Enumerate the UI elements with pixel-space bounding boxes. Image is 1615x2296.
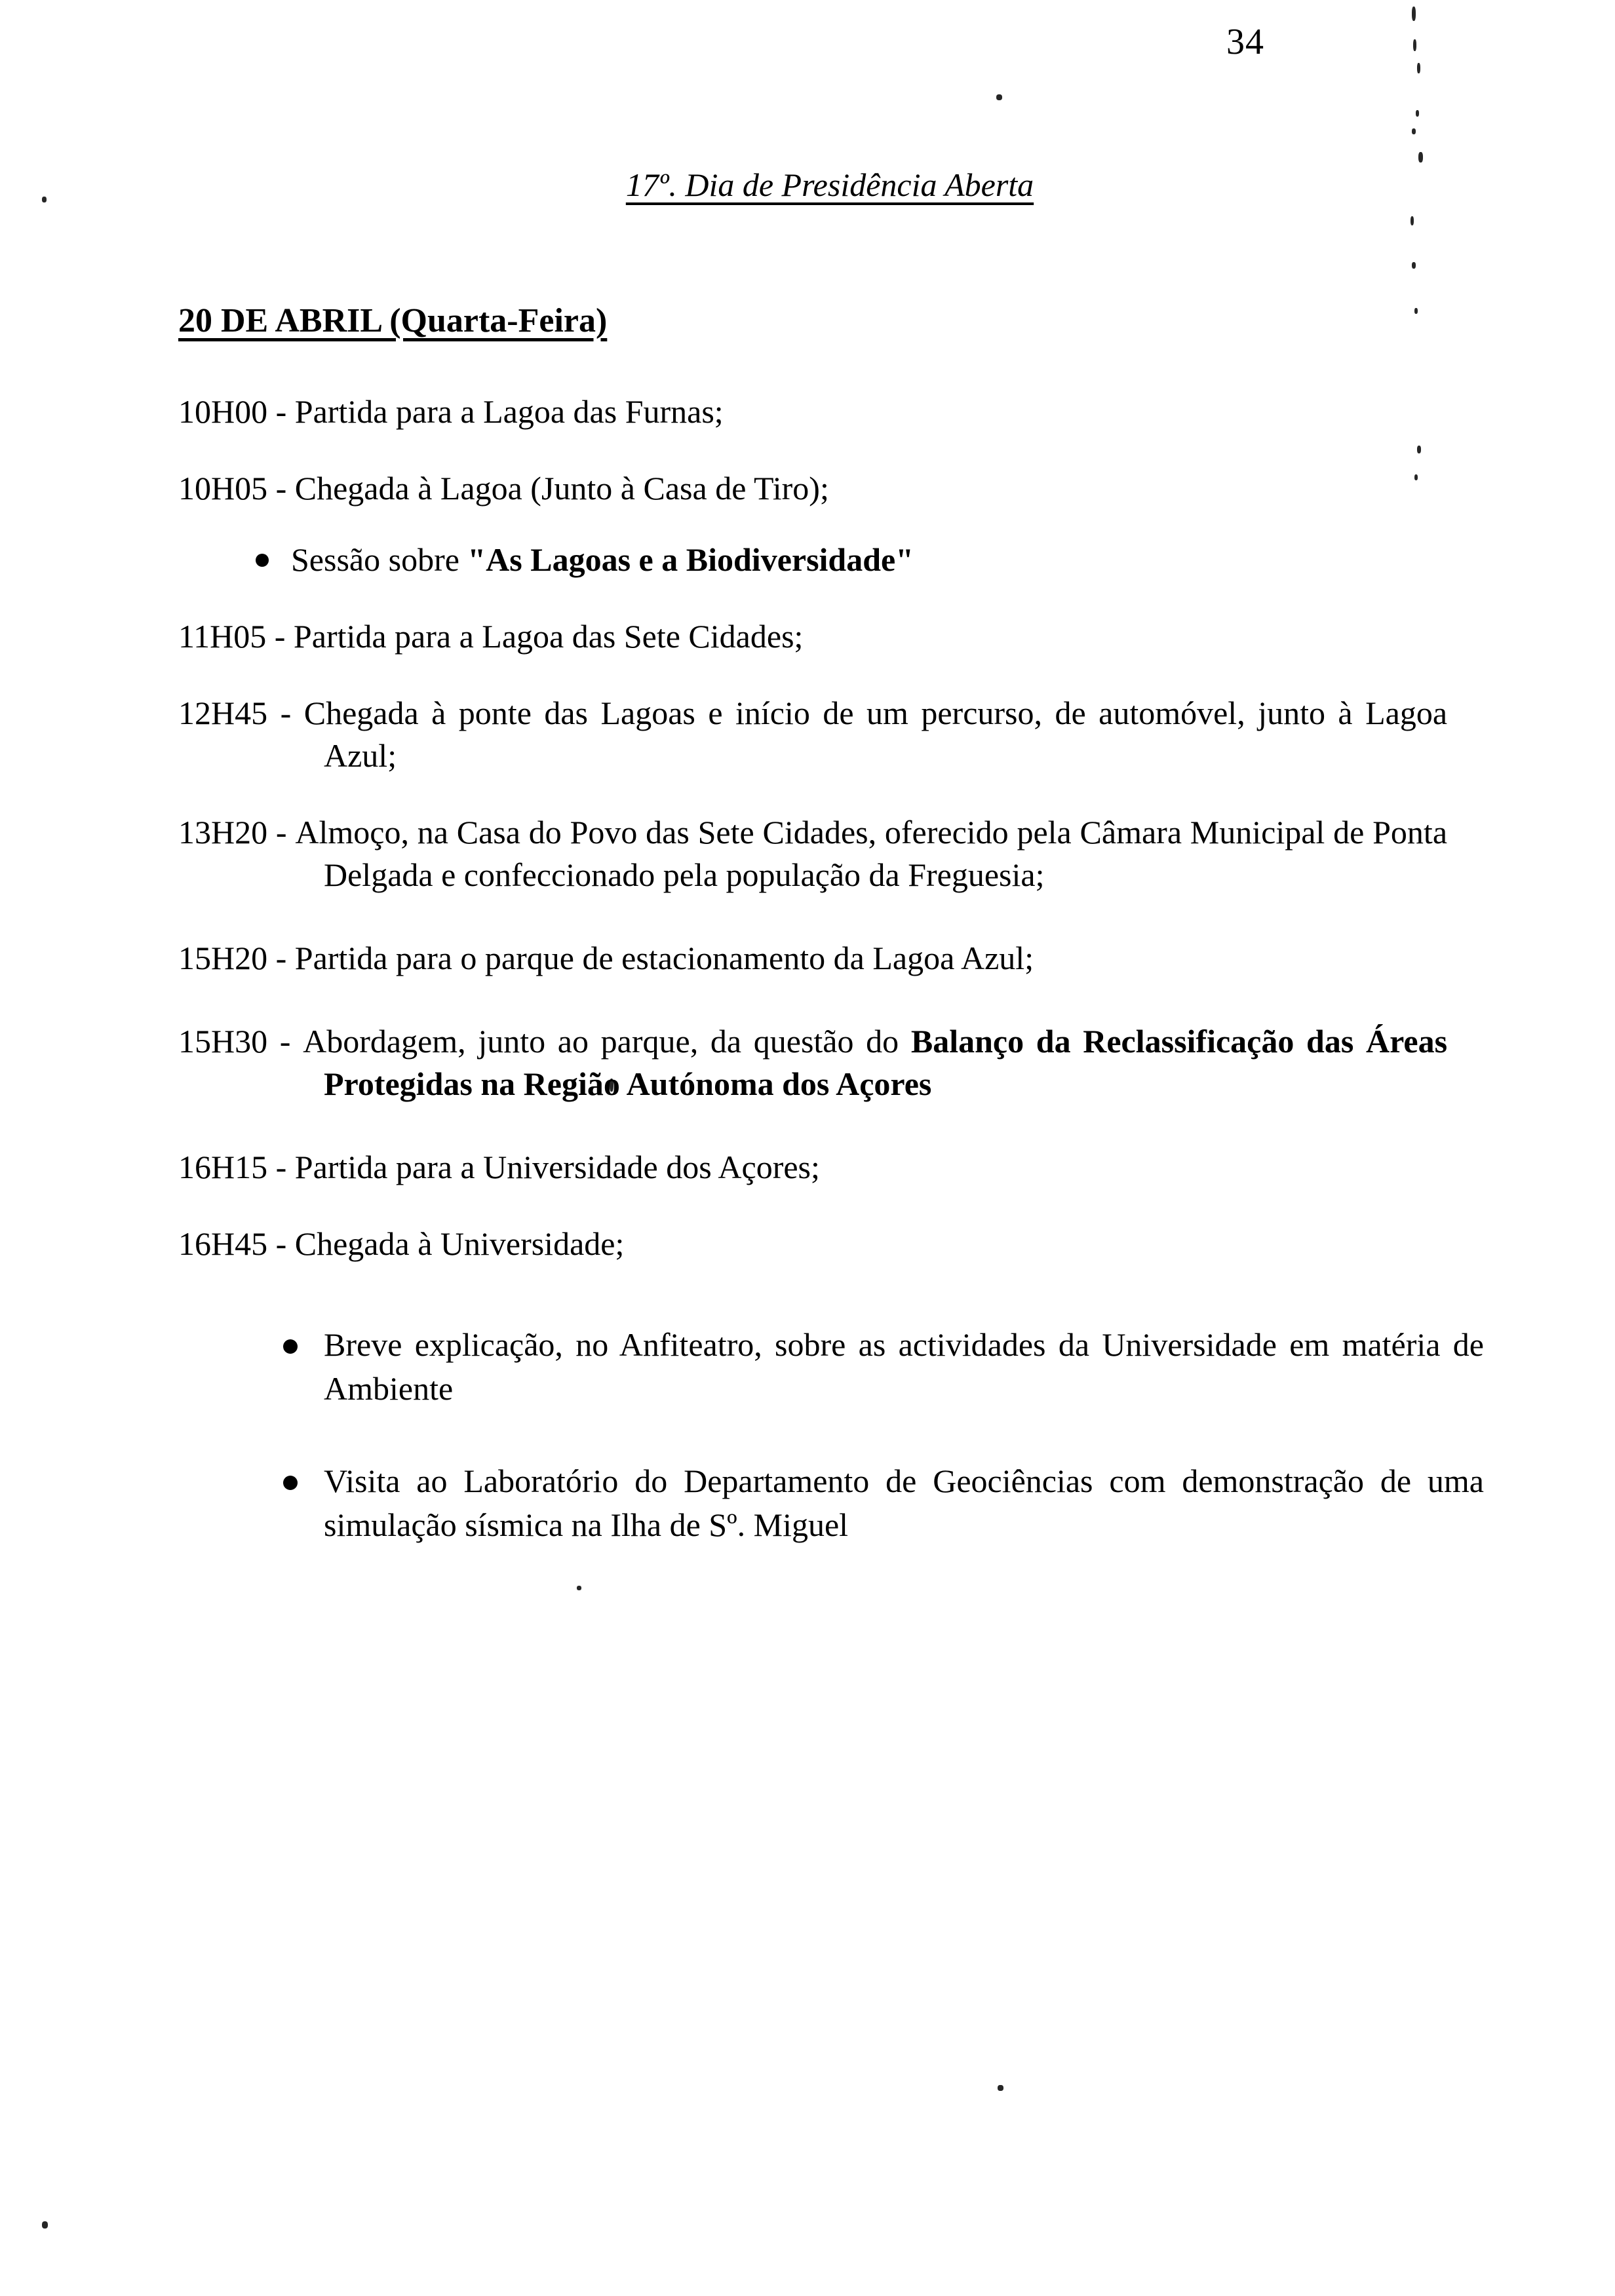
schedule-entry (173, 692, 1447, 777)
schedule-entry (173, 937, 1447, 980)
scan-speck (42, 2221, 48, 2229)
schedule-entry (173, 615, 1447, 658)
schedule-entry (173, 1020, 1447, 1105)
entry-lead-text: Abordagem, junto ao parque, da questão do (303, 1022, 911, 1060)
list-item (173, 1323, 1484, 1411)
entry-dash: - (275, 1148, 287, 1185)
schedule-entry (173, 391, 1447, 433)
scan-speck (1418, 152, 1423, 163)
document-content (173, 166, 1484, 1596)
list-item-text: Breve explicação, no Anfiteatro, sobre as actividades da Universidade em matéria de Ambiente (324, 1326, 1484, 1407)
page-title-text: 17º. Dia de Presidência Aberta (625, 166, 1034, 203)
entry-time: 15H30 (178, 1022, 268, 1060)
bullet-bold-text: "As Lagoas e a Biodiversidade" (467, 541, 914, 578)
entry-text: Almoço, na Casa do Povo das Sete Cidades, oferecido pela Câmara Municipal de Ponta Delgada e confeccionado pela população da Freguesia; (295, 813, 1448, 893)
scan-speck (996, 94, 1002, 100)
scan-speck (1417, 63, 1420, 73)
schedule-entry (173, 1146, 1447, 1189)
entry-time: 16H45 (178, 1225, 268, 1262)
entry-time: 15H20 (178, 939, 268, 976)
entry-dash: - (275, 392, 287, 430)
entry-dash: - (280, 694, 292, 731)
list-item-text: Visita ao Laboratório do Departamento de Geociências com demonstração de uma simulação sísmica na Ilha de Sº. Miguel (324, 1462, 1484, 1543)
schedule-entry (173, 467, 1447, 510)
list-item (173, 1459, 1484, 1547)
entry-text: Partida para a Universidade dos Açores; (294, 1148, 820, 1185)
schedule-entry (173, 1223, 1447, 1265)
entry-dash: - (279, 1022, 291, 1060)
scan-speck (1413, 39, 1416, 51)
schedule-entry (173, 811, 1447, 896)
entry-text: Partida para a Lagoa das Sete Cidades; (293, 617, 804, 655)
entry-dash: - (275, 1225, 287, 1262)
entry-dash: - (275, 939, 287, 976)
date-heading (173, 301, 1447, 341)
scan-speck (998, 2085, 1003, 2091)
date-heading-text: 20 DE ABRIL (Quarta-Feira) (178, 302, 608, 339)
entry-text: Partida para a Lagoa das Furnas; (294, 392, 724, 430)
entry-time: 13H20 (178, 813, 268, 851)
entry-wrap (178, 692, 1448, 777)
scan-speck (1416, 110, 1419, 117)
entry-time: 12H45 (178, 694, 268, 731)
entry-time: 16H15 (178, 1148, 268, 1185)
entry-time: 11H05 (178, 617, 267, 655)
bullet-lead-text: Sessão sobre (291, 541, 468, 578)
entry-dash: - (274, 617, 286, 655)
entry-bold-text: Balanço da Reclassificação das Áreas Protegidas na Região Autónoma dos Açores (324, 1022, 1448, 1102)
entry-time: 10H05 (178, 469, 268, 507)
entry-text: Partida para o parque de estacionamento da Lagoa Azul; (294, 939, 1034, 976)
entry-time: 10H00 (178, 392, 268, 430)
entry-wrap (178, 811, 1448, 896)
final-bullet-list (173, 1323, 1484, 1547)
entry-dash: - (275, 813, 287, 851)
scan-speck (42, 197, 47, 202)
entry-wrap (178, 1020, 1448, 1105)
entry-text: Chegada à Universidade; (294, 1225, 625, 1262)
entry-text: Chegada à Lagoa (Junto à Casa de Tiro); (294, 469, 829, 507)
page-title (173, 167, 1447, 203)
scan-speck (1412, 128, 1416, 134)
bullet-dot-icon (283, 1339, 298, 1354)
entry-text: Chegada à ponte das Lagoas e início de um percurso, de automóvel, junto à Lagoa Azul; (303, 694, 1448, 774)
entry-dash: - (275, 469, 287, 507)
page-number: 34 (1226, 22, 1264, 62)
list-item (173, 539, 1447, 581)
bullet-dot-icon (256, 554, 269, 567)
scan-speck (1412, 7, 1416, 21)
bullet-dot-icon (283, 1476, 298, 1490)
